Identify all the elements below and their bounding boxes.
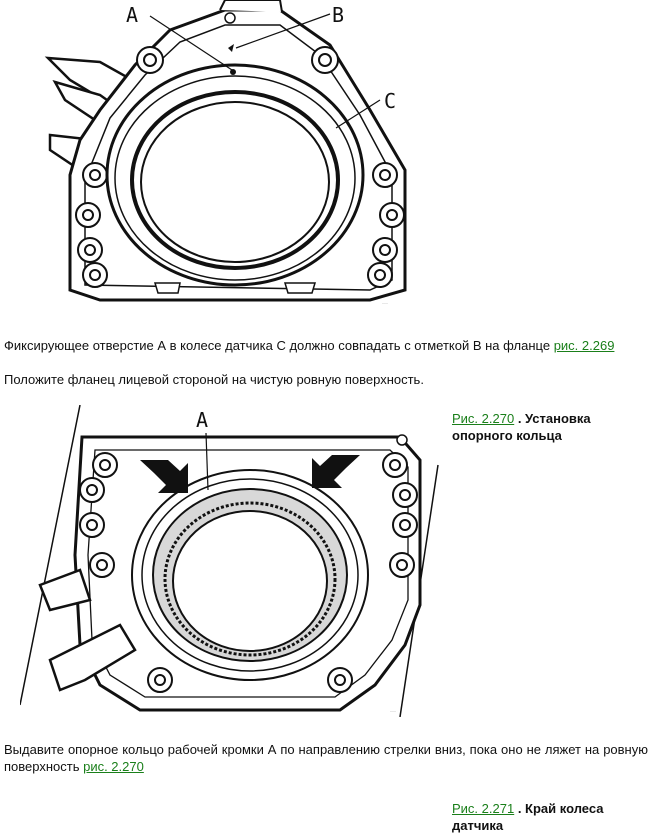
label-a-fig2: A	[196, 408, 209, 432]
paragraph-2-text: Положите фланец лицевой стороной на чистую ровную поверхность.	[4, 372, 424, 387]
paragraph-alignment-note	[4, 337, 648, 354]
label-a: A	[126, 3, 139, 27]
paragraph-press-ring	[4, 741, 648, 775]
watermark: ···	[382, 301, 388, 307]
label-b: B	[332, 3, 345, 27]
figure-flange-sensor-wheel	[40, 0, 430, 312]
flange-drawing-2	[20, 405, 440, 717]
figure-support-ring-installation	[20, 405, 440, 717]
paragraph-3-text: Выдавите опорное кольцо рабочей кромки А по направлению стрелки вниз, пока оно не ляжет на ровную поверхность	[4, 742, 648, 774]
flange-drawing-1	[40, 0, 430, 312]
paragraph-1-text: Фиксирующее отверстие А в колесе датчика С должно совпадать с отметкой В на фланце	[4, 338, 554, 353]
paragraph-flange-placement	[4, 371, 648, 388]
caption-fig-2-270	[452, 410, 642, 444]
watermark-2: ···	[390, 709, 396, 715]
caption-link-2-270[interactable]: Рис. 2.270	[452, 411, 515, 426]
caption-text-2-271: . Край колеса датчика	[452, 801, 604, 833]
figure-link-2-269[interactable]: рис. 2.269	[553, 338, 615, 353]
caption-fig-2-271	[452, 800, 642, 834]
caption-link-2-271[interactable]: Рис. 2.271	[452, 801, 515, 816]
label-c: C	[384, 89, 397, 113]
caption-text-2-270: . Установка опорного кольца	[452, 411, 591, 443]
figure-link-2-270[interactable]: рис. 2.270	[83, 759, 144, 774]
